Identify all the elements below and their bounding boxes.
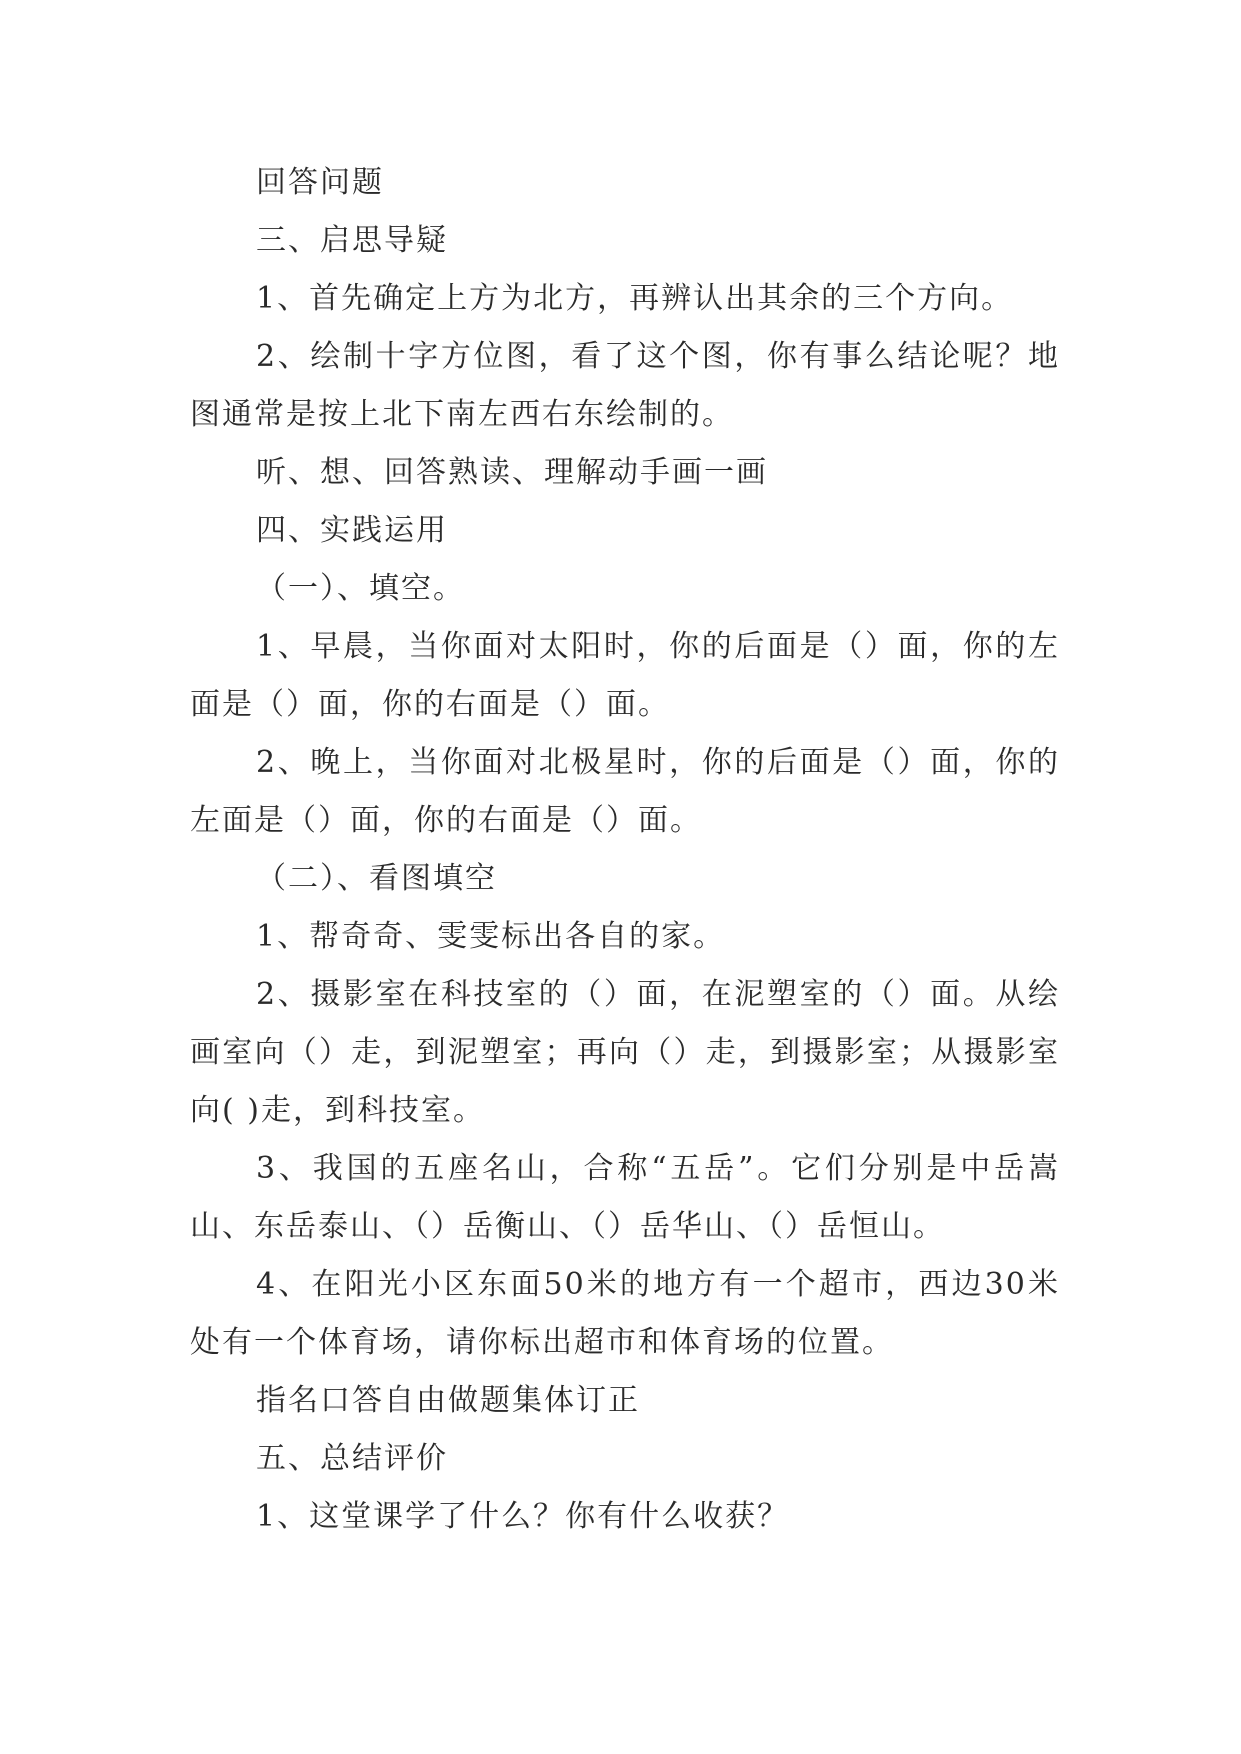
paragraph-picture-4: 4、在阳光小区东面50米的地方有一个超市，西边30米处有一个体育场，请你标出超市和体育场的位置。 — [190, 1267, 1060, 1360]
document-body — [190, 154, 1060, 1546]
section-heading-3: 三、启思导疑 — [256, 223, 448, 258]
section-heading-5: 五、总结评价 — [256, 1441, 448, 1476]
paragraph-activities: 听、想、回答熟读、理解动手画一画 — [256, 455, 768, 490]
paragraph-picture-2: 2、摄影室在科技室的（）面，在泥塑室的（）面。从绘画室向（）走，到泥塑室；再向（）走，到摄影室；从摄影室向( )走，到科技室。 — [190, 977, 1060, 1128]
section-heading-4: 四、实践运用 — [256, 513, 448, 548]
paragraph-item-3-1: 1、首先确定上方为北方，再辨认出其余的三个方向。 — [256, 281, 1014, 316]
paragraph-fill-2: 2、晚上，当你面对北极星时，你的后面是（）面，你的左面是（）面，你的右面是（）面。 — [190, 745, 1060, 838]
paragraph-picture-1: 1、帮奇奇、雯雯标出各自的家。 — [256, 919, 726, 954]
paragraph-picture-3: 3、我国的五座名山，合称“五岳”。它们分别是中岳嵩山、东岳泰山、（）岳衡山、（）岳华山、（）岳恒山。 — [190, 1151, 1060, 1244]
paragraph-answer-questions: 回答问题 — [256, 165, 384, 200]
paragraph-correction: 指名口答自由做题集体订正 — [256, 1383, 640, 1418]
paragraph-item-3-2: 2、绘制十字方位图，看了这个图，你有事么结论呢？地图通常是按上北下南左西右东绘制的。 — [190, 339, 1060, 432]
paragraph-fill-1: 1、早晨，当你面对太阳时，你的后面是（）面，你的左面是（）面，你的右面是（）面。 — [190, 629, 1060, 722]
subsection-heading-picture-fill: （二）、看图填空 — [256, 861, 497, 896]
paragraph-summary-1: 1、这堂课学了什么？你有什么收获？ — [256, 1499, 790, 1534]
subsection-heading-fill-blank: （一）、填空。 — [256, 571, 465, 606]
